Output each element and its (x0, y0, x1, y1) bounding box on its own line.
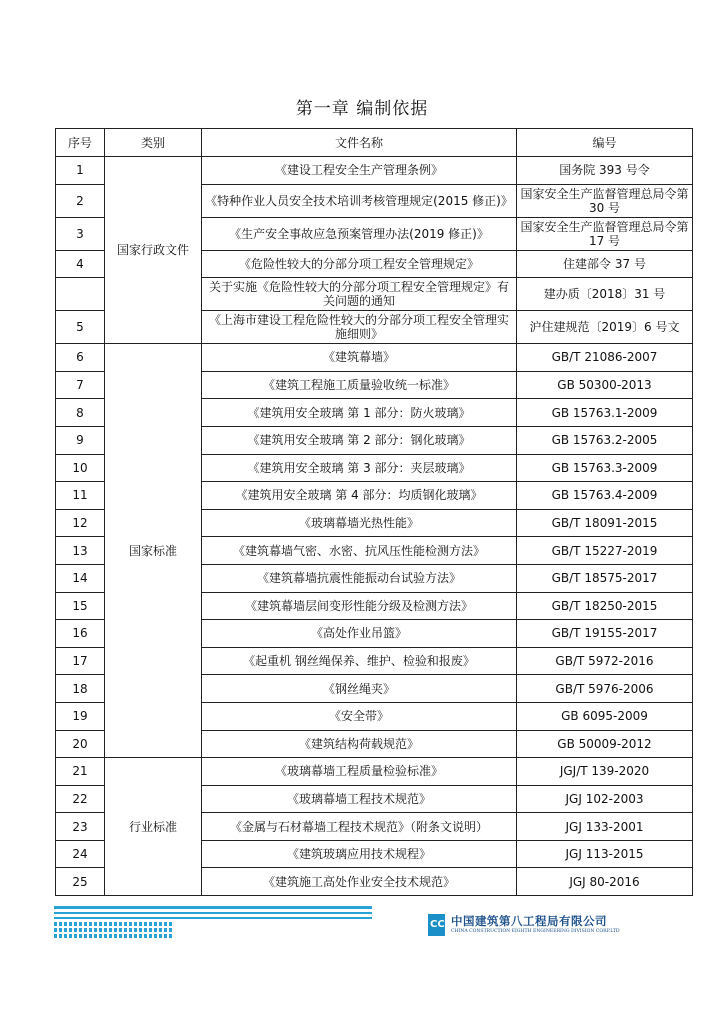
stripe-tick (59, 928, 62, 932)
row-name: 《起重机 钢丝绳保养、维护、检验和报废》 (202, 647, 517, 675)
stripe-tick (69, 922, 72, 926)
row-code: GB/T 18250-2015 (517, 592, 693, 620)
row-name: 《建筑幕墙层间变形性能分级及检测方法》 (202, 592, 517, 620)
stripe-tick (139, 934, 142, 938)
row-code: 国家安全生产监督管理总局令第 17 号 (517, 217, 693, 250)
row-name: 《特种作业人员安全技术培训考核管理规定(2015 修正)》 (202, 184, 517, 217)
stripe-tick (64, 928, 67, 932)
stripe-tick (164, 928, 167, 932)
row-code: GB/T 21086-2007 (517, 344, 693, 372)
stripe-tick (74, 934, 77, 938)
stripe-tick (79, 922, 82, 926)
category-cell: 行业标准 (105, 758, 202, 896)
stripe-tick (144, 934, 147, 938)
row-no: 2 (56, 184, 105, 217)
row-no: 5 (56, 311, 105, 344)
row-code: GB 50300-2013 (517, 371, 693, 399)
table-row (56, 344, 693, 372)
row-no: 9 (56, 426, 105, 454)
stripe-tick (64, 934, 67, 938)
stripe-tick (74, 928, 77, 932)
stripe-tick (109, 934, 112, 938)
row-name: 《建设工程安全生产管理条例》 (202, 157, 517, 185)
row-no: 4 (56, 250, 105, 278)
stripe-tick (154, 922, 157, 926)
row-no: 12 (56, 509, 105, 537)
stripe-tick (54, 922, 57, 926)
row-name: 《玻璃幕墙光热性能》 (202, 509, 517, 537)
row-no: 17 (56, 647, 105, 675)
row-code: GB 15763.4-2009 (517, 482, 693, 510)
row-no: 13 (56, 537, 105, 565)
footer-stripes-decoration (54, 905, 372, 941)
stripe-tick (134, 922, 137, 926)
stripe-tick (99, 922, 102, 926)
table-row (56, 758, 693, 786)
stripe-tick (129, 934, 132, 938)
stripe-tick (54, 934, 57, 938)
stripe-tick (74, 922, 77, 926)
stripe-tick (114, 928, 117, 932)
row-code: GB/T 5976-2006 (517, 675, 693, 703)
row-code: GB/T 19155-2017 (517, 620, 693, 648)
row-code: 建办质〔2018〕31 号 (517, 278, 693, 311)
row-code: GB/T 5972-2016 (517, 647, 693, 675)
stripe-tick (84, 928, 87, 932)
stripe-tick (109, 922, 112, 926)
stripe-tick (94, 928, 97, 932)
stripe-tick (124, 934, 127, 938)
stripe-tick (149, 934, 152, 938)
row-code: 沪住建规范〔2019〕6 号文 (517, 311, 693, 344)
stripe-tick (89, 934, 92, 938)
row-code: JGJ/T 139-2020 (517, 758, 693, 786)
row-no: 1 (56, 157, 105, 185)
category-cell: 国家行政文件 (105, 157, 202, 344)
stripe-tick (139, 922, 142, 926)
stripe-tick (79, 934, 82, 938)
stripe-tick (89, 922, 92, 926)
stripe-tick (64, 922, 67, 926)
table-row (56, 157, 693, 185)
stripe-tick (149, 922, 152, 926)
row-name: 关于实施《危险性较大的分部分项工程安全管理规定》有关问题的通知 (202, 278, 517, 311)
stripe-tick (89, 928, 92, 932)
row-name: 《建筑用安全玻璃 第 2 部分：钢化玻璃》 (202, 426, 517, 454)
stripe-tick (99, 928, 102, 932)
stripe-tick (164, 922, 167, 926)
stripe-tick (104, 922, 107, 926)
row-no: 3 (56, 217, 105, 250)
row-no: 20 (56, 730, 105, 758)
stripe-tick (149, 928, 152, 932)
row-no: 11 (56, 482, 105, 510)
stripe-tick (124, 928, 127, 932)
row-name: 《钢丝绳夹》 (202, 675, 517, 703)
stripe-tick (59, 934, 62, 938)
stripe-tick (159, 934, 162, 938)
stripe-tick (84, 922, 87, 926)
row-name: 《高处作业吊篮》 (202, 620, 517, 648)
row-name: 《建筑幕墙》 (202, 344, 517, 372)
stripe-tick (114, 934, 117, 938)
row-code: GB/T 18091-2015 (517, 509, 693, 537)
stripe-tick (164, 934, 167, 938)
stripe-tick (79, 928, 82, 932)
row-no: 19 (56, 702, 105, 730)
row-no: 16 (56, 620, 105, 648)
row-code: JGJ 80-2016 (517, 868, 693, 896)
table-header-row (56, 129, 693, 157)
stripe-tick (119, 922, 122, 926)
stripe-tick (119, 934, 122, 938)
row-no: 10 (56, 454, 105, 482)
stripe-tick (169, 928, 172, 932)
row-no: 8 (56, 399, 105, 427)
row-name: 《建筑玻璃应用技术规程》 (202, 840, 517, 868)
row-no: 18 (56, 675, 105, 703)
row-code: GB/T 18575-2017 (517, 564, 693, 592)
row-code: GB 50009-2012 (517, 730, 693, 758)
stripe-tick (69, 928, 72, 932)
header-no: 序号 (56, 129, 105, 157)
stripe-tick (114, 922, 117, 926)
row-name: 《生产安全事故应急预案管理办法(2019 修正)》 (202, 217, 517, 250)
row-no: 21 (56, 758, 105, 786)
row-name: 《玻璃幕墙工程质量检验标准》 (202, 758, 517, 786)
stripe-tick (169, 922, 172, 926)
row-code: JGJ 133-2001 (517, 813, 693, 841)
stripe-tick (159, 928, 162, 932)
row-name: 《建筑工程施工质量验收统一标准》 (202, 371, 517, 399)
stripe-tick (159, 922, 162, 926)
stripe-tick (119, 928, 122, 932)
stripe-tick (94, 922, 97, 926)
company-logo (428, 914, 618, 940)
stripe-tick (54, 928, 57, 932)
stripe-tick (154, 934, 157, 938)
header-name: 文件名称 (202, 129, 517, 157)
row-name: 《玻璃幕墙工程技术规范》 (202, 785, 517, 813)
row-no: 7 (56, 371, 105, 399)
row-name: 《建筑幕墙抗震性能振动台试验方法》 (202, 564, 517, 592)
row-code: GB 15763.3-2009 (517, 454, 693, 482)
stripe-tick (134, 934, 137, 938)
stripe-tick (59, 922, 62, 926)
stripe-tick (134, 928, 137, 932)
row-code: 住建部令 37 号 (517, 250, 693, 278)
stripe-bars (54, 906, 372, 919)
row-code: 国务院 393 号令 (517, 157, 693, 185)
row-no: 15 (56, 592, 105, 620)
row-name: 《金属与石材幕墙工程技术规范》（附条文说明） (202, 813, 517, 841)
row-code: GB 15763.1-2009 (517, 399, 693, 427)
stripe-tick (109, 928, 112, 932)
header-code: 编号 (517, 129, 693, 157)
company-name-en: CHINA CONSTRUCTION EIGHTH ENGINEERING DIVISION CORP.LTD (451, 929, 620, 934)
row-name: 《建筑用安全玻璃 第 4 部分：均质钢化玻璃》 (202, 482, 517, 510)
row-name: 《建筑施工高处作业安全技术规范》 (202, 868, 517, 896)
stripe-tick (129, 922, 132, 926)
row-code: 国家安全生产监督管理总局令第 30 号 (517, 184, 693, 217)
stripe-tick (69, 934, 72, 938)
stripe-tick (124, 922, 127, 926)
company-logo-mark-text: CC (430, 919, 445, 930)
row-name: 《建筑结构荷载规范》 (202, 730, 517, 758)
row-code: GB 6095-2009 (517, 702, 693, 730)
stripe-tick (144, 928, 147, 932)
stripe-tick (84, 934, 87, 938)
stripe-ticks (54, 922, 172, 938)
page-title: 第一章 编制依据 (295, 99, 429, 119)
stripe-tick (99, 934, 102, 938)
stripe-tick (94, 934, 97, 938)
row-code: JGJ 113-2015 (517, 840, 693, 868)
row-name: 《建筑用安全玻璃 第 3 部分：夹层玻璃》 (202, 454, 517, 482)
stripe-tick (139, 928, 142, 932)
stripe-tick (169, 934, 172, 938)
stripe-tick (129, 928, 132, 932)
row-name: 《安全带》 (202, 702, 517, 730)
row-code: GB 15763.2-2005 (517, 426, 693, 454)
company-logo-mark (428, 914, 445, 936)
row-code: GB/T 15227-2019 (517, 537, 693, 565)
stripe-tick (154, 928, 157, 932)
row-name: 《上海市建设工程危险性较大的分部分项工程安全管理实施细则》 (202, 311, 517, 344)
category-cell: 国家标准 (105, 344, 202, 758)
row-no (56, 278, 105, 311)
row-name: 《建筑用安全玻璃 第 1 部分：防火玻璃》 (202, 399, 517, 427)
stripe-tick (144, 922, 147, 926)
stripe-tick (104, 928, 107, 932)
row-no: 23 (56, 813, 105, 841)
row-no: 6 (56, 344, 105, 372)
row-name: 《危险性较大的分部分项工程安全管理规定》 (202, 250, 517, 278)
row-no: 24 (56, 840, 105, 868)
row-code: JGJ 102-2003 (517, 785, 693, 813)
row-no: 22 (56, 785, 105, 813)
company-name-cn: 中国建筑第八工程局有限公司 (451, 914, 607, 928)
row-no: 14 (56, 564, 105, 592)
basis-table (55, 128, 693, 896)
header-category: 类别 (105, 129, 202, 157)
stripe-tick (104, 934, 107, 938)
row-name: 《建筑幕墙气密、水密、抗风压性能检测方法》 (202, 537, 517, 565)
row-no: 25 (56, 868, 105, 896)
